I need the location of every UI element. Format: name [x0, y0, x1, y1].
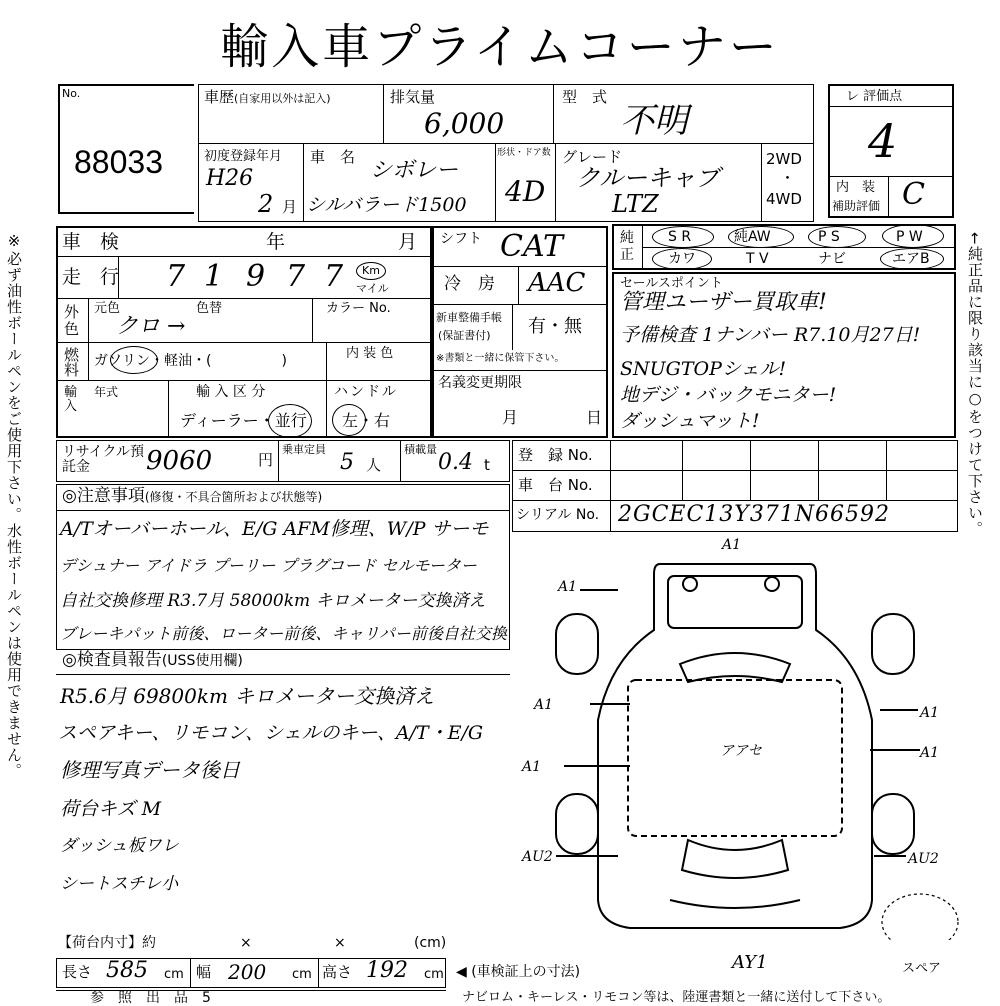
inspector-line: スペアキー、リモコン、シェルのキー、A/T・E/G	[58, 722, 484, 744]
name-change-label: 名義変更期限	[438, 375, 522, 391]
equip-circle-aw	[728, 226, 794, 248]
length-label: 長さ	[62, 963, 93, 981]
fuel-options: ガソリン・軽油・( )	[94, 353, 287, 369]
height-label: 高さ	[322, 963, 353, 981]
notes-title: ◎注意事項(修復・不具合箇所および状態等)	[62, 486, 323, 506]
bottom-left-text: 参 照 出 品 5	[90, 990, 211, 1006]
bottom-right-text: ナビロム・キーレス・リモコン等は、陸運書類と一緒に送付して下さい。	[462, 990, 891, 1005]
pure-label: 純正	[620, 230, 634, 263]
inspection-label: 車 検	[62, 231, 120, 253]
fuel-circle	[110, 346, 158, 374]
equip-airbag: エアB	[892, 251, 930, 267]
displacement-label: 排気量	[390, 88, 436, 106]
equip-navi: ナビ	[818, 251, 846, 267]
damage-mark: AU2	[522, 849, 553, 865]
name-change-month: 月	[502, 408, 519, 427]
inspector-line: シートスチレ小	[60, 874, 179, 894]
grade-value2: LTZ	[612, 190, 659, 218]
spare-label: スペア	[902, 961, 942, 976]
equip-ps: P S	[818, 229, 840, 245]
displacement-value: 6,000	[424, 107, 505, 140]
model-year-label: 年式	[94, 385, 119, 399]
shift-label: シフト	[440, 231, 482, 247]
sales-points-label: セールスポイント	[620, 276, 723, 291]
model-value: 不明	[620, 101, 688, 141]
notes-line: A/Tオーバーホール、E/G AFM修理、W/P サーモ	[60, 518, 489, 540]
lot-number: 88033	[74, 144, 163, 180]
equip-tv: T V	[746, 251, 769, 267]
manual-label2: (保証書付)	[438, 329, 491, 342]
import-label: 輸入	[64, 385, 78, 414]
cargo-x2: ×	[334, 935, 346, 951]
page-title: 輸入車プライムコーナー	[220, 19, 780, 75]
equip-circle-sr	[652, 226, 714, 248]
width-label: 幅	[196, 963, 212, 981]
damage-mark: A1	[558, 579, 578, 595]
shape-label: 形状・ドア数	[497, 148, 551, 158]
shape-value: 4D	[505, 175, 546, 208]
sales-point-line: 地デジ・バックモニター!	[620, 384, 837, 406]
mileage-digit: 7	[166, 259, 186, 294]
equip-leather: カワ	[668, 251, 696, 267]
genuine-parts-notice: ←純正品に限り該当に○をつけて下さい。	[966, 232, 984, 537]
interior-value: C	[902, 177, 925, 212]
sales-point-line: 予備検査 1ナンバー R7.10月27日!	[620, 324, 921, 346]
damage-mark: A1	[522, 759, 542, 775]
damage-mark: A1	[920, 745, 940, 761]
inspector-title: ◎検査員報告(USS使用欄)	[62, 650, 243, 670]
rear-window	[680, 653, 790, 682]
length-unit: cm	[164, 967, 184, 982]
exterior-color-label: 外色	[64, 303, 80, 338]
score-value: 4	[868, 114, 898, 168]
import-type-circle	[268, 404, 312, 438]
first-reg-label: 初度登録年月	[204, 149, 283, 164]
inspector-line: 修理写真データ後日	[60, 758, 240, 782]
load-value: 0.4	[438, 450, 473, 475]
equip-circle-pw	[882, 224, 944, 248]
car-name-label: 車 名	[310, 148, 356, 166]
inspection-year: 年	[266, 231, 286, 253]
height-value: 192	[366, 958, 408, 983]
width-value: 200	[228, 960, 267, 984]
grade-label: グレード	[562, 148, 623, 166]
tail-light	[683, 577, 697, 591]
windshield	[682, 840, 788, 878]
dims-note: ◀ (車検証上の寸法)	[456, 964, 581, 980]
history-label: 車歴(自家用以外は記入)	[204, 88, 331, 106]
exterior-color-value: クロ →	[116, 314, 186, 339]
inspector-line: ダッシュ板ワレ	[60, 836, 179, 856]
ac-label: 冷 房	[444, 274, 495, 294]
first-reg-month-unit: 月	[282, 198, 298, 216]
width-unit: cm	[292, 967, 312, 982]
wheel-front-right	[872, 794, 914, 854]
chassis-label: 車 台 No.	[518, 476, 593, 494]
vehicle-bed	[668, 576, 802, 628]
name-change-day: 日	[586, 408, 603, 427]
cargo-x1: ×	[240, 935, 252, 951]
damage-mark: AU2	[908, 851, 939, 867]
mileage-unit: Km	[362, 264, 380, 277]
recycle-label: リサイクル預託金	[62, 444, 145, 475]
color-no-label: カラー No.	[326, 301, 391, 316]
damage-mark: A1	[722, 537, 742, 553]
notes-line: 自社交換修理 R3.7月 58000km キロメーター交換済え	[60, 591, 486, 611]
wheel-rear-left	[556, 614, 598, 674]
fuel-label: 燃料	[64, 346, 80, 379]
ac-value: AAC	[528, 268, 586, 298]
vehicle-diagram	[520, 537, 960, 940]
color-change-label: 色替	[196, 301, 223, 316]
damage-mark: A1	[920, 705, 940, 721]
serial-label: シリアル No.	[516, 507, 600, 523]
length-value: 585	[106, 958, 148, 983]
inspector-line: 荷台キズ M	[60, 798, 162, 820]
pen-notice: ※必ず油性ボールペンをご使用下さい。水性ボールペンは使用できません。	[5, 232, 23, 779]
cargo-label: 【荷台内寸】約	[58, 935, 156, 951]
damage-mark: AY1	[732, 952, 768, 973]
notes-line: ブレーキパット前後、ローター前後、キャリパー前後自社交換	[60, 624, 507, 643]
notes-line: デシュナー アイドラ プーリー プラグコード セルモーター	[60, 556, 477, 575]
sales-point-line: ダッシュマット!	[620, 410, 760, 432]
handle-options: 左・右	[342, 411, 391, 430]
inspector-line: R5.6月 69800km キロメーター交換済え	[60, 684, 435, 708]
damage-mark: アアセ	[720, 743, 762, 759]
mileage-digit: 9	[246, 259, 266, 294]
car-name-value1: シボレー	[370, 158, 459, 183]
capacity-unit: 人	[366, 456, 382, 474]
recycle-value: 9060	[146, 446, 213, 476]
first-reg-month: 2	[258, 190, 274, 218]
load-label: 積載量	[404, 443, 437, 456]
drive-2wd: 2WD	[766, 150, 802, 168]
handle-label: ハンドル	[334, 384, 398, 400]
manual-label1: 新車整備手帳	[436, 311, 502, 324]
serial-value: 2GCEC13Y371N66592	[618, 502, 891, 527]
equip-pw: P W	[896, 229, 923, 245]
capacity-value: 5	[340, 450, 354, 475]
grade-value1: クルーキャブ	[576, 164, 720, 192]
wheel-rear-right	[872, 614, 914, 674]
recycle-unit: 円	[258, 451, 274, 469]
handle-circle	[332, 404, 366, 436]
manual-note: ※書類と一緒に保管下さい。	[436, 353, 565, 364]
sales-point-line: 管理ユーザー買取車!	[620, 290, 827, 315]
lot-no-label: No.	[62, 87, 81, 100]
load-unit: t	[484, 456, 490, 474]
manual-options: 有・無	[528, 316, 582, 337]
mileage-digits	[126, 258, 352, 296]
orig-color-label: 元色	[94, 301, 121, 316]
first-reg-year: H26	[206, 166, 254, 191]
wheel-front-left	[556, 794, 598, 854]
reg-label: 登 録 No.	[518, 446, 593, 464]
model-label: 型 式	[562, 88, 608, 106]
equip-aw: 純AW	[734, 229, 771, 245]
equip-circle-ps	[808, 226, 866, 248]
spare-tire	[882, 894, 958, 940]
interior-color-label: 内 装 色	[346, 346, 394, 361]
equip-circle-leather	[652, 248, 712, 270]
tail-light	[765, 577, 779, 591]
equip-circle-airbag	[880, 248, 944, 270]
inspection-month: 月	[398, 231, 418, 253]
mileage-unit2: マイル	[356, 282, 389, 295]
mileage-digit: 7	[286, 259, 306, 294]
equip-sr: S R	[668, 229, 692, 245]
hood-line	[670, 900, 800, 908]
score-label: レ 評価点	[846, 89, 903, 104]
capacity-label: 乗車定員	[282, 443, 326, 456]
cargo-unit: (cm)	[414, 935, 447, 951]
damage-mark: A1	[534, 697, 554, 713]
car-name-value2: シルバラード1500	[306, 194, 467, 216]
sales-point-line: SNUGTOPシェル!	[620, 358, 787, 380]
interior-label2: 補助評価	[832, 199, 881, 213]
drive-4wd: 4WD	[766, 190, 802, 208]
mileage-digit: 7	[324, 259, 344, 294]
interior-label: 内 装	[836, 180, 876, 195]
mileage-label: 走 行	[62, 266, 120, 288]
import-type-label: 輸 入 区 分	[196, 384, 266, 400]
shift-value: CAT	[500, 229, 563, 264]
mileage-digit: 1	[204, 259, 224, 294]
drive-dot: ・	[780, 169, 796, 187]
import-type-options: ディーラー・並行	[180, 411, 307, 430]
height-unit: cm	[424, 967, 444, 982]
